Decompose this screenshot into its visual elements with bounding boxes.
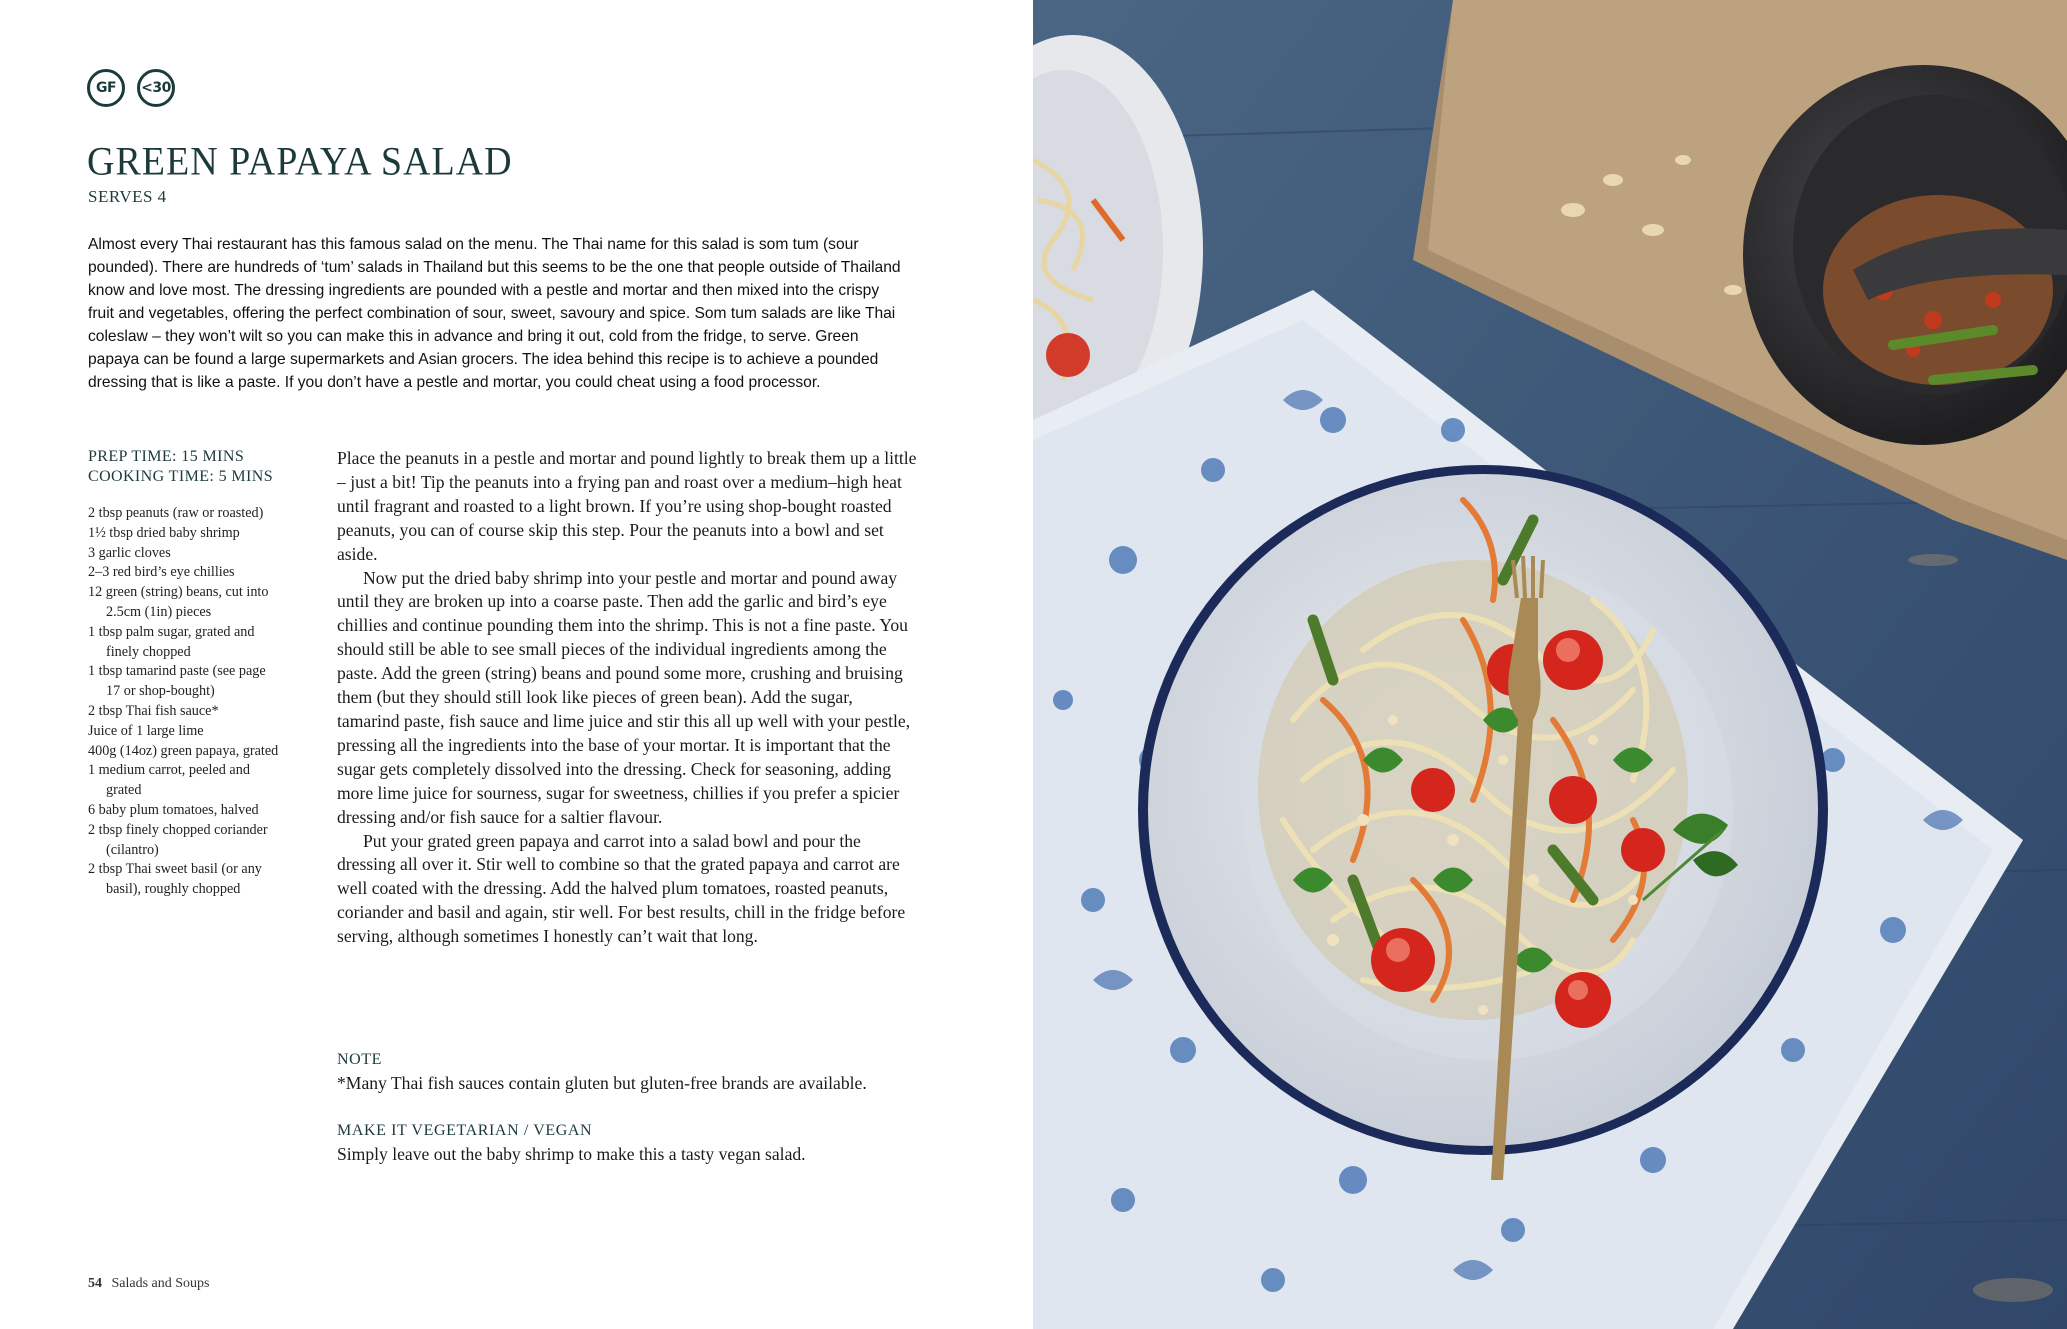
method-step: Put your grated green papaya and carrot into a salad bowl and pour the dressing all over it. Stir well to combine so that the grated papaya and carrot are well coated with the dressing. Add the halved plum tomatoes, roasted peanuts, coriander and basil and again, stir well. For best results, chill in the fridge before serving, although sometimes I honestly can’t wait that long. <box>337 830 906 947</box>
ingredient-list <box>88 504 318 900</box>
ingredient-item: 1 medium carrot, peeled and grated <box>88 762 250 799</box>
ingredient-item: Juice of 1 large lime <box>88 722 204 739</box>
ingredient-item: 2–3 red bird’s eye chillies <box>88 564 235 581</box>
vegan-text: Simply leave out the baby shrimp to make this a tasty vegan salad. <box>337 1144 806 1164</box>
recipe-intro: Almost every Thai restaurant has this famous salad on the menu. The Thai name for this salad is som tum (sour pounded). There are hundreds of ‘tum’ salads in Thailand but this seems to be the one that people outside of Thailand know and love most. The dressing ingredients are pounded with a pestle and mortar and then mixed into the crispy fruit and vegetables, offering the perfect combination of sour, sweet, savoury and spice. Som tum salads are like Thai coleslaw – they won’t wilt so you can make this in advance and bring it out, cold from the fridge, to serve. Green papaya can be found a large supermarkets and Asian grocers. The idea behind this recipe is to achieve a pounded dressing that is like a paste. If you don’t have a pestle and mortar, you could cheat using a food processor. <box>88 236 901 391</box>
serves-label: SERVES 4 <box>88 187 167 206</box>
recipe-page <box>0 0 1033 1329</box>
method-step: Now put the dried baby shrimp into your pestle and mortar and pound away until they are broken up into a coarse paste. Then add the garlic and bird’s eye chillies and continue pounding them into the shrimp. This is not a fine paste. You should still be able to see small pieces of the individual ingredients among the paste. Add the green (string) beans and pound some more, crushing and bruising them (but they should still look like pieces of green bean). Add the sugar, tamarind paste, fish sauce and lime juice and stir this all up well with your pestle, pressing all the ingredients into the base of your mortar. It is important that the sugar gets completely dissolved into the dressing. Check for seasoning, adding more lime juice for sourness, sugar for sweetness, chillies if you prefer a spicier dressing and/or fish sauce for a saltier flavour. <box>337 567 911 827</box>
page-footer <box>88 1276 210 1292</box>
salad-photo <box>1033 0 2067 1329</box>
under-30-min-badge: <30 <box>137 69 175 107</box>
diet-badges <box>87 69 175 107</box>
cooking-time: COOKING TIME: 5 MINS <box>88 468 274 485</box>
recipe-title: GREEN PAPAYA SALAD <box>87 139 513 185</box>
ingredient-item: 12 green (string) beans, cut into 2.5cm (1in) pieces <box>88 584 269 620</box>
note-heading: NOTE <box>337 1051 383 1068</box>
ingredient-item: 2 tbsp finely chopped coriander (cilantro) <box>88 821 268 858</box>
gluten-free-badge: GF <box>87 69 125 107</box>
ingredient-item: 400g (14oz) green papaya, grated <box>88 742 279 759</box>
method-section <box>337 447 917 949</box>
section-name: Salads and Soups <box>111 1276 210 1291</box>
ingredient-item: 2 tbsp Thai fish sauce* <box>88 702 219 719</box>
note-text: *Many Thai fish sauces contain gluten but gluten-free brands are available. <box>337 1073 867 1093</box>
page-number: 54 <box>88 1276 102 1291</box>
method-step: Place the peanuts in a pestle and mortar and pound lightly to break them up a little – just a bit! Tip the peanuts into a frying pan and roast over a medium–high heat until fragrant and roasted to a light brown. If you’re using shop-bought roasted peanuts, you can of course skip this step. Pour the peanuts into a bowl and set aside. <box>337 448 917 564</box>
prep-time: PREP TIME: 15 MINS <box>88 448 245 465</box>
ingredient-item: 2 tbsp Thai sweet basil (or any basil), roughly chopped <box>88 861 262 898</box>
ingredient-item: 3 garlic cloves <box>88 544 171 561</box>
ingredient-item: 1 tbsp tamarind paste (see page 17 or shop-bought) <box>88 663 266 700</box>
notes-section <box>337 1049 917 1191</box>
ingredient-item: 2 tbsp peanuts (raw or roasted) <box>88 505 264 521</box>
ingredients-sidebar <box>88 447 318 900</box>
ingredient-item: 1½ tbsp dried baby shrimp <box>88 524 240 541</box>
vegan-heading: MAKE IT VEGETARIAN / VEGAN <box>337 1122 593 1139</box>
ingredient-item: 6 baby plum tomatoes, halved <box>88 801 259 818</box>
ingredient-item: 1 tbsp palm sugar, grated and finely chopped <box>88 623 255 660</box>
